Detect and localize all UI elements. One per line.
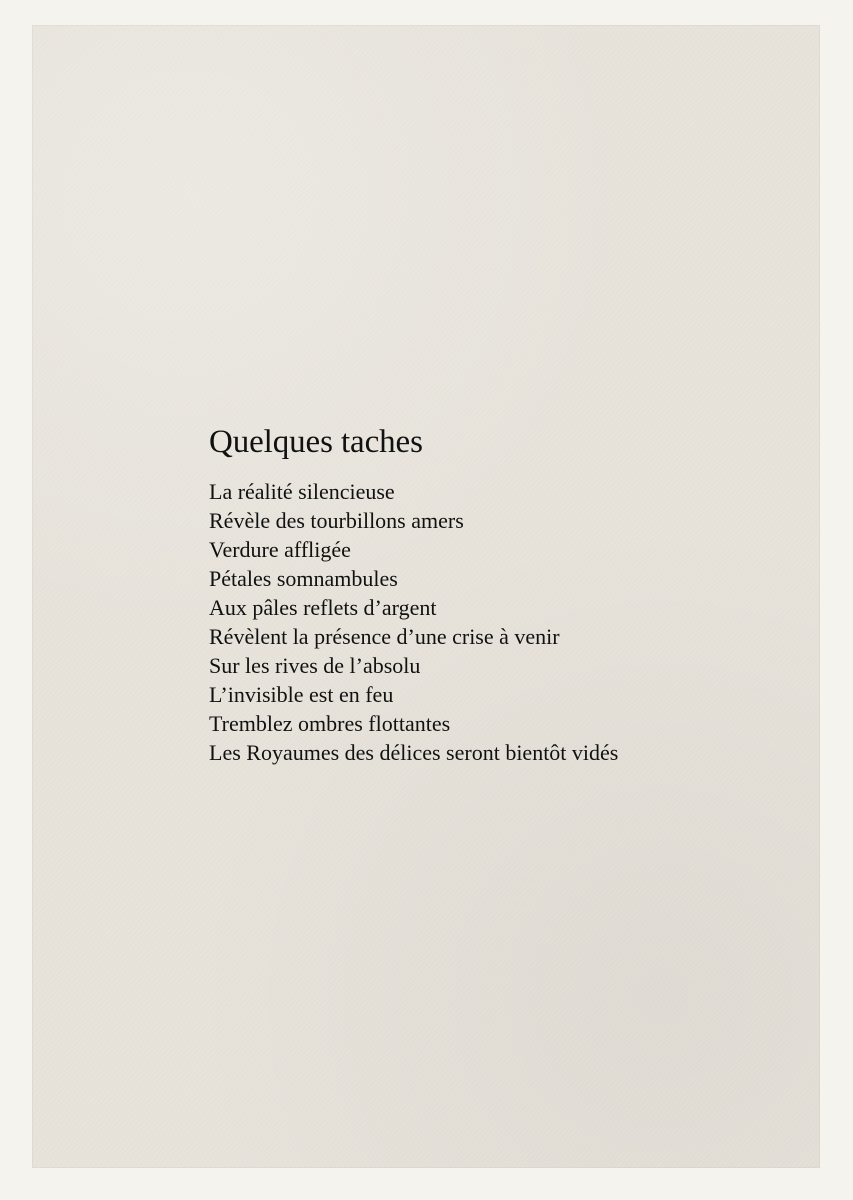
poem-line: Aux pâles reflets d’argent: [209, 595, 437, 620]
poem-line: Sur les rives de l’absolu: [209, 653, 421, 678]
poem-line: La réalité silencieuse: [209, 479, 395, 504]
poem-line: Révèlent la présence d’une crise à venir: [209, 624, 560, 649]
poem-line: Pétales somnambules: [209, 566, 398, 591]
poem-line: Tremblez ombres flottantes: [209, 711, 451, 736]
paper-sheet: [32, 25, 820, 1168]
poem: [209, 423, 769, 767]
poem-lines: [209, 477, 769, 767]
poem-title: Quelques taches: [209, 424, 423, 460]
poem-line: Les Royaumes des délices seront bientôt vidés: [209, 740, 619, 765]
poem-line: L’invisible est en feu: [209, 682, 394, 707]
poem-line: Verdure affligée: [209, 537, 351, 562]
poem-line: Révèle des tourbillons amers: [209, 508, 464, 533]
